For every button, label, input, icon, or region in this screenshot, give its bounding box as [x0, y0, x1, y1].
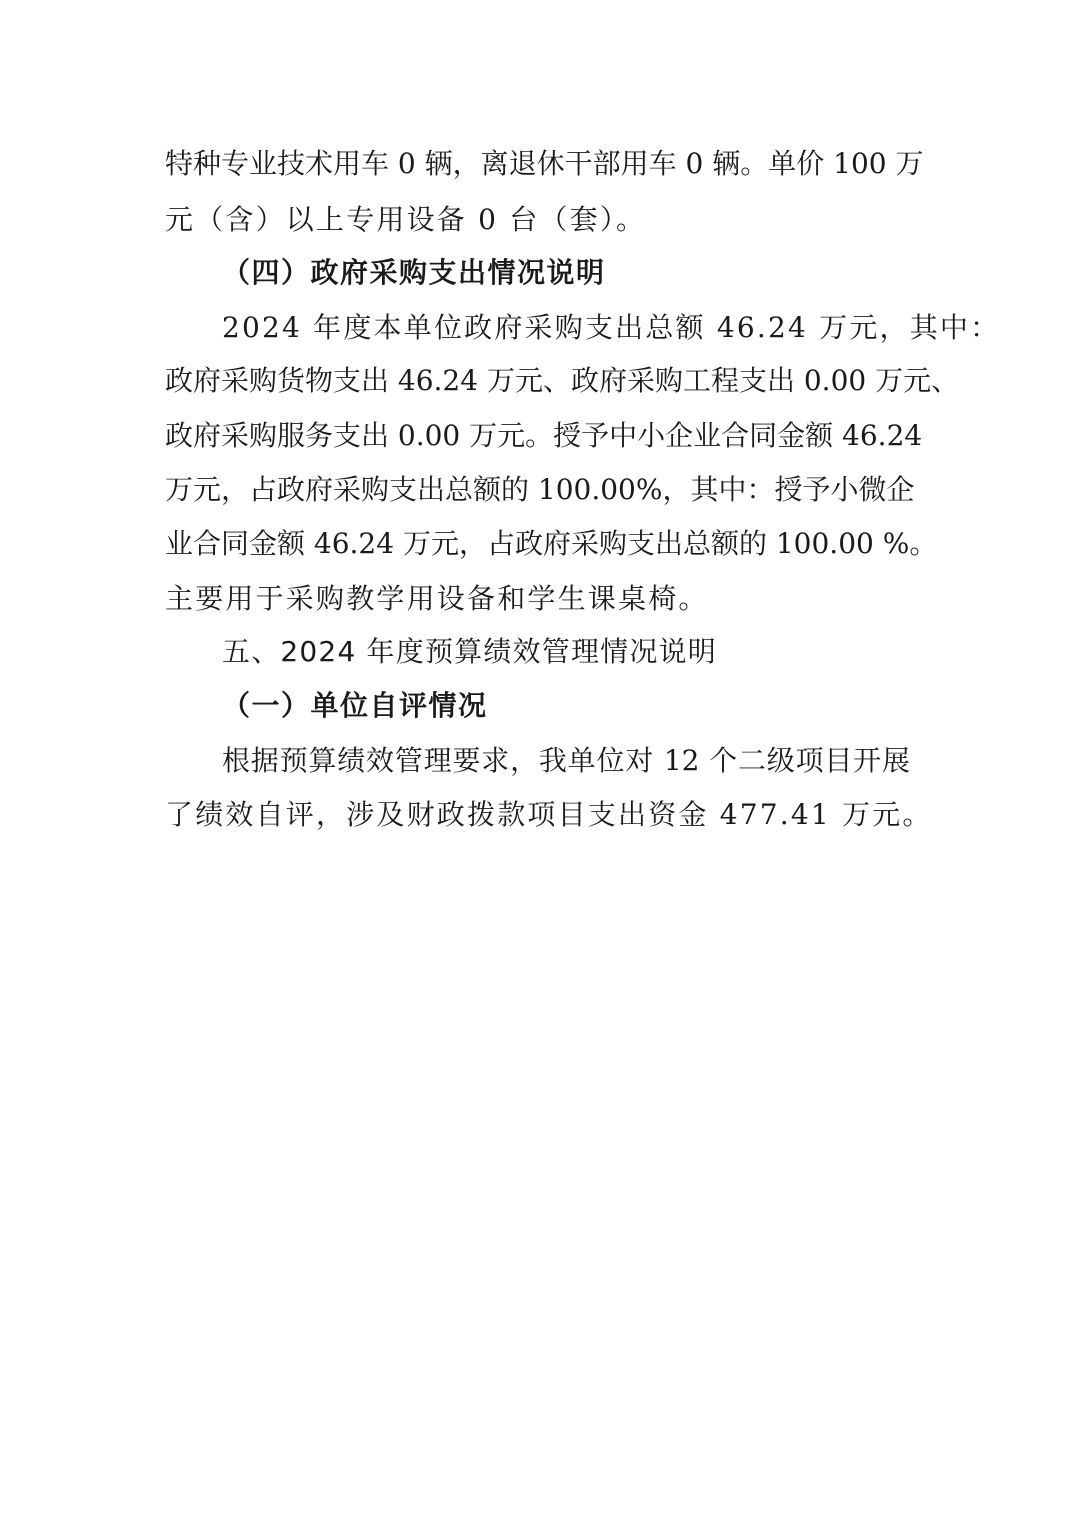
body-text-line: 了绩效自评，涉及财政拨款项目支出资金 477.41 万元。 [165, 798, 933, 831]
body-text-line: 根据预算绩效管理要求，我单位对 12 个二级项目开展 [222, 744, 910, 777]
body-text-line: 主要用于采购教学用设备和学生课桌椅。 [165, 582, 709, 615]
body-text-line: 政府采购服务支出 0.00 万元。授予中小企业合同金额 46.24 [165, 419, 923, 452]
body-text-line: 特种专业技术用车 0 辆，离退休干部用车 0 辆。单价 100 万 [165, 147, 924, 180]
body-text-line: 业合同金额 46.24 万元，占政府采购支出总额的 100.00 %。 [165, 527, 938, 560]
body-text-line: 元（含）以上专用设备 0 台（套）。 [165, 203, 647, 236]
body-text-line: 万元，占政府采购支出总额的 100.00%，其中：授予小微企 [165, 473, 915, 506]
subsection-heading: （一）单位自评情况 [222, 689, 488, 722]
section-heading: 五、2024 年度预算绩效管理情况说明 [222, 635, 717, 668]
body-text-line: 政府采购货物支出 46.24 万元、政府采购工程支出 0.00 万元、 [165, 364, 960, 397]
body-text-line: 2024 年度本单位政府采购支出总额 46.24 万元，其中： [222, 311, 1001, 344]
section-heading: （四）政府采购支出情况说明 [222, 256, 606, 289]
